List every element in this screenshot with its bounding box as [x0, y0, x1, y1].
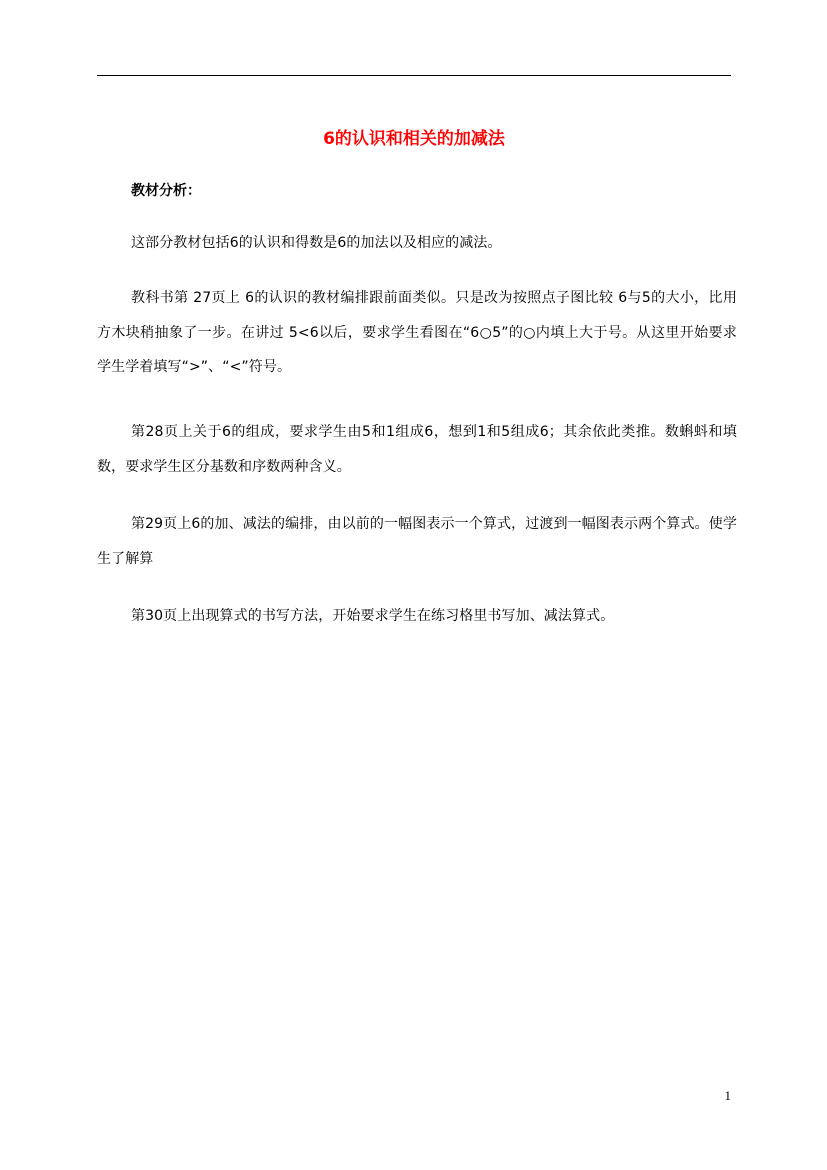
paragraph: 第30页上出现算式的书写方法，开始要求学生在练习格里书写加、减法算式。: [131, 608, 615, 624]
page-number: 1: [724, 1088, 731, 1103]
paragraph: 第28页上关于6的组成，要求学生由5和1组成6，想到1和5组成6；其余依此类推。数蝌蚪和填数，要求学生区分基数和序数两种含义。: [97, 424, 737, 475]
paragraph: 教科书第 27页上 6的认识的教材编排跟前面类似。只是改为按照点子图比较 6与5的大小，比用方木块稍抽象了一步。在讲过 5<6以后，要求学生看图在“6○5”的○内填上大于号。从这里开始要求学生学着填写“>”、“<”符号。: [97, 290, 737, 375]
header-rule: [97, 75, 731, 76]
paragraph: 第29页上6的加、减法的编排，由以前的一幅图表示一个算式，过渡到一幅图表示两个算式。使学生了解算: [97, 516, 737, 567]
paragraph: 这部分教材包括6的认识和得数是6的加法以及相应的减法。: [131, 235, 502, 251]
section-heading: 教材分析：: [131, 183, 201, 199]
document-title: 6的认识和相关的加减法: [323, 129, 505, 149]
